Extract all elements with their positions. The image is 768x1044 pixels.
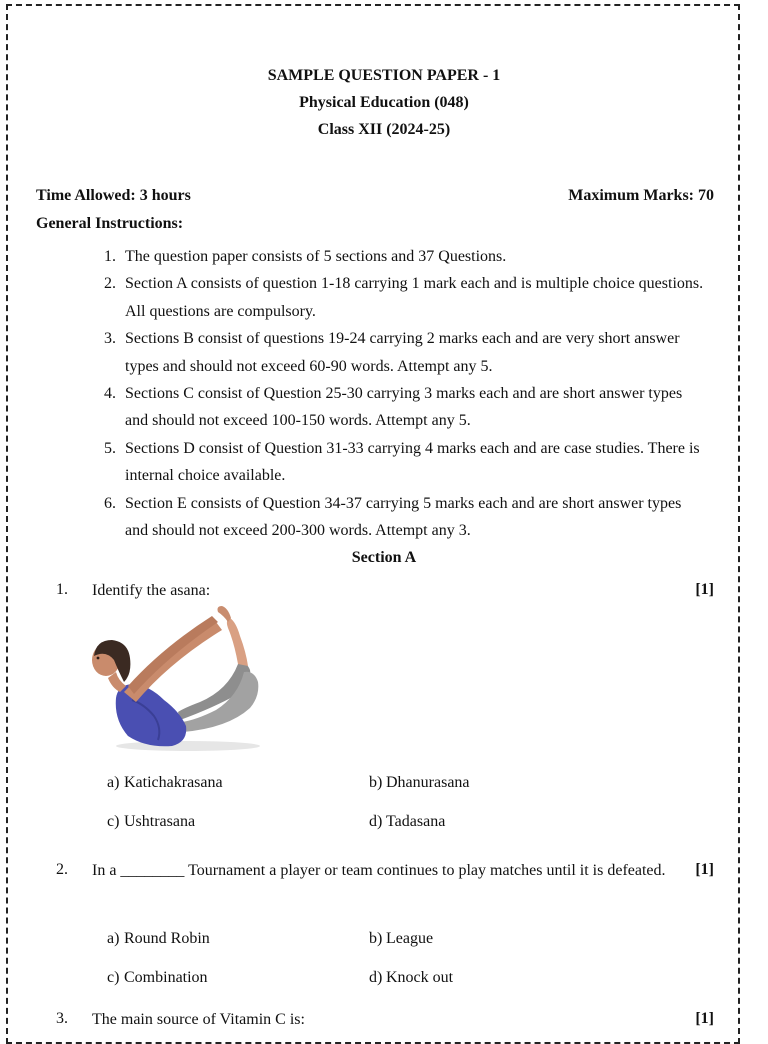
instruction-item <box>104 380 704 435</box>
question-2-option-d[interactable] <box>369 969 453 987</box>
question-1-option-c[interactable] <box>107 813 195 831</box>
option-label: b) <box>369 774 383 791</box>
option-label: a) <box>107 774 120 791</box>
instruction-item <box>104 270 704 325</box>
paper-subject: Physical Education (048) <box>299 94 469 111</box>
question-3-text: The main source of Vitamin C is: <box>92 1011 305 1028</box>
section-a-title: Section A <box>351 549 417 566</box>
instructions-list <box>104 243 704 544</box>
question-2-option-b[interactable] <box>369 930 433 948</box>
question-1-number: 1. <box>56 581 68 598</box>
meta-row <box>36 187 714 205</box>
instruction-number: 3. <box>104 330 116 348</box>
option-text: Ushtrasana <box>124 813 196 830</box>
instruction-text: Section A consists of question 1-18 carrying 1 mark each and is multiple choice questions. All questions are compulsory. <box>125 275 704 320</box>
question-3-marks: [1] <box>695 1010 714 1027</box>
instruction-item <box>104 325 704 380</box>
paper-class: Class XII (2024-25) <box>317 121 451 138</box>
question-1-text: Identify the asana: <box>92 582 211 599</box>
instruction-number: 4. <box>104 385 116 403</box>
dhanurasana-pose-image <box>88 600 268 755</box>
question-1-marks: [1] <box>695 581 714 598</box>
question-2-option-c[interactable] <box>107 969 208 987</box>
option-text: League <box>386 930 434 947</box>
paper-header <box>0 62 768 143</box>
option-label: c) <box>107 813 120 830</box>
instruction-text: Sections D consist of Question 31-33 carrying 4 marks each and are case studies. There is internal choice available. <box>125 439 700 485</box>
instruction-number: 6. <box>104 494 116 512</box>
question-2-text: In a ________ Tournament a player or team continues to play matches until it is defeated. <box>92 862 666 879</box>
paper-title: SAMPLE QUESTION PAPER - 1 <box>267 67 501 84</box>
question-2-marks: [1] <box>695 861 714 878</box>
option-text: Knock out <box>386 969 454 986</box>
option-text: Tadasana <box>386 813 446 830</box>
question-1-option-a[interactable] <box>107 774 223 792</box>
option-text: Dhanurasana <box>386 774 470 791</box>
option-text: Katichakrasana <box>124 774 223 791</box>
option-label: d) <box>369 813 383 830</box>
question-1-option-b[interactable] <box>369 774 470 792</box>
question-1-option-d[interactable] <box>369 813 445 831</box>
general-instructions-title: General Instructions: <box>36 215 184 232</box>
time-allowed: Time Allowed: 3 hours <box>36 187 191 204</box>
instruction-text: The question paper consists of 5 sections and 37 Questions. <box>125 248 507 265</box>
instruction-text: Section E consists of Question 34-37 carrying 5 marks each and are short answer types and should not exceed 200-300 words. Attempt any 3. <box>125 494 682 540</box>
maximum-marks: Maximum Marks: 70 <box>568 187 714 204</box>
instruction-item <box>104 490 704 545</box>
option-label: a) <box>107 930 120 947</box>
instruction-number: 1. <box>104 248 116 265</box>
instruction-number: 2. <box>104 275 116 293</box>
instruction-number: 5. <box>104 439 116 457</box>
option-label: d) <box>369 969 383 986</box>
option-text: Round Robin <box>124 930 210 947</box>
instruction-text: Sections B consist of questions 19-24 carrying 2 marks each and are very short answer types and should not exceed 60-90 words. Attempt any 5. <box>125 330 680 375</box>
instruction-item <box>104 243 704 270</box>
question-3-number: 3. <box>56 1010 68 1027</box>
option-label: c) <box>107 969 120 986</box>
question-2-option-a[interactable] <box>107 930 210 948</box>
question-2-number: 2. <box>56 861 68 878</box>
instruction-text: Sections C consist of Question 25-30 carrying 3 marks each and are short answer types and should not exceed 100-150 words. Attempt any 5. <box>125 385 683 430</box>
option-text: Combination <box>124 969 208 986</box>
instruction-item <box>104 435 704 490</box>
option-label: b) <box>369 930 383 947</box>
